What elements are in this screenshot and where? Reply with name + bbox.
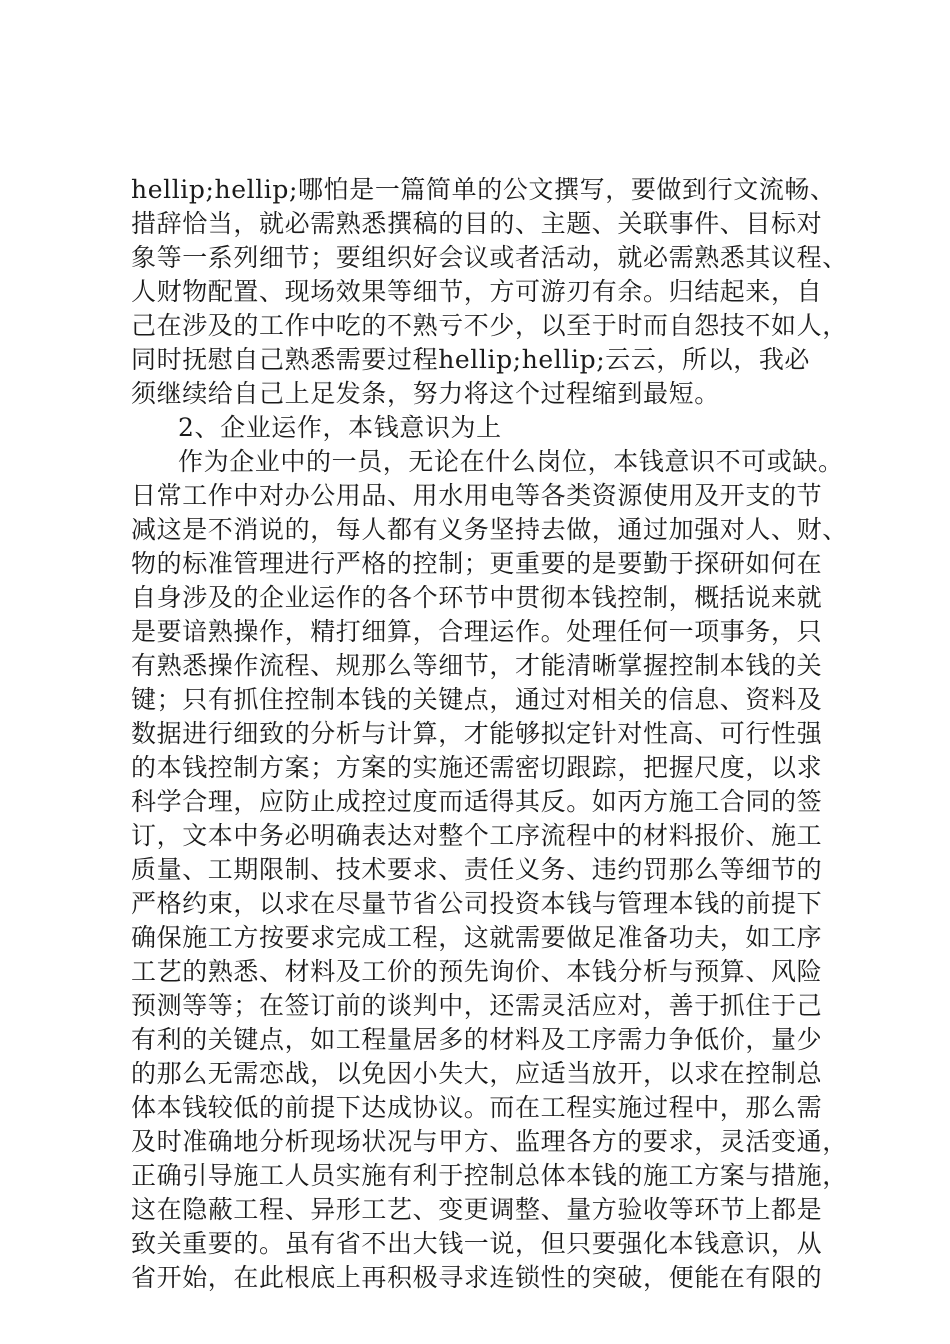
text-line: 体本钱较低的前提下达成协议。而在工程实施过程中，那么需 — [131, 1093, 823, 1122]
text-line: hellip;hellip;哪怕是一篇简单的公文撰写，要做到行文流畅、 — [131, 175, 836, 204]
text-line: 自身涉及的企业运作的各个环节中贯彻本钱控制，概括说来就 — [131, 583, 823, 612]
text-line: 日常工作中对办公用品、用水用电等各类资源使用及开支的节 — [131, 481, 823, 510]
text-line: 订，文本中务必明确表达对整个工序流程中的材料报价、施工 — [131, 821, 823, 850]
text-line: 致关重要的。虽有省不出大钱一说，但只要强化本钱意识，从 — [131, 1229, 823, 1258]
text-line: 键；只有抓住控制本钱的关键点，通过对相关的信息、资料及 — [131, 685, 823, 714]
text-line: 有利的关键点，如工程量居多的材料及工序需力争低价，量少 — [131, 1025, 823, 1054]
text-line: 措辞恰当，就必需熟悉撰稿的目的、主题、关联事件、目标对 — [131, 209, 823, 238]
text-line: 的本钱控制方案；方案的实施还需密切跟踪，把握尺度，以求 — [131, 753, 823, 782]
text-line: 是要谙熟操作，精打细算，合理运作。处理任何一项事务，只 — [131, 617, 823, 646]
text-line: 的那么无需恋战，以免因小失大，应适当放开，以求在控制总 — [131, 1059, 823, 1088]
text-line: 严格约束，以求在尽量节省公司投资本钱与管理本钱的前提下 — [131, 889, 823, 918]
text-line: 正确引导施工人员实施有利于控制总体本钱的施工方案与措施， — [131, 1161, 848, 1190]
text-line: 物的标准管理进行严格的控制；更重要的是要勤于探研如何在 — [131, 549, 823, 578]
text-line: 须继续给自己上足发条，努力将这个过程缩到最短。 — [131, 379, 720, 408]
text-line: 象等一系列细节；要组织好会议或者活动，就必需熟悉其议程、 — [131, 243, 848, 272]
text-line: 人财物配置、现场效果等细节，方可游刃有余。归结起来，自 — [131, 277, 823, 306]
text-line: 数据进行细致的分析与计算，才能够拟定针对性高、可行性强 — [131, 719, 823, 748]
text-line: 科学合理，应防止成控过度而适得其反。如丙方施工合同的签 — [131, 787, 823, 816]
text-line: 质量、工期限制、技术要求、责任义务、违约罚那么等细节的 — [131, 855, 823, 884]
text-line: 省开始，在此根底上再积极寻求连锁性的突破，便能在有限的 — [131, 1263, 823, 1292]
text-line: 作为企业中的一员，无论在什么岗位，本钱意识不可或缺。 — [178, 447, 844, 476]
text-line: 确保施工方按要求完成工程，这就需要做足准备功夫，如工序 — [131, 923, 823, 952]
text-line: 工艺的熟悉、材料及工价的预先询价、本钱分析与预算、风险 — [131, 957, 823, 986]
text-line: 有熟悉操作流程、规那么等细节，才能清晰掌握控制本钱的关 — [131, 651, 823, 680]
text-line: 减这是不消说的，每人都有义务坚持去做，通过加强对人、财、 — [131, 515, 848, 544]
section-heading: 2、企业运作，本钱意识为上 — [178, 413, 502, 442]
text-line: 同时抚慰自己熟悉需要过程hellip;hellip;云云，所以，我必 — [131, 345, 811, 374]
text-line: 预测等等；在签订前的谈判中，还需灵活应对，善于抓住于己 — [131, 991, 823, 1020]
text-line: 这在隐蔽工程、异形工艺、变更调整、量方验收等环节上都是 — [131, 1195, 823, 1224]
text-line: 己在涉及的工作中吃的不熟亏不少，以至于时而自怨技不如人， — [131, 311, 848, 340]
text-line: 及时准确地分析现场状况与甲方、监理各方的要求，灵活变通， — [131, 1127, 848, 1156]
